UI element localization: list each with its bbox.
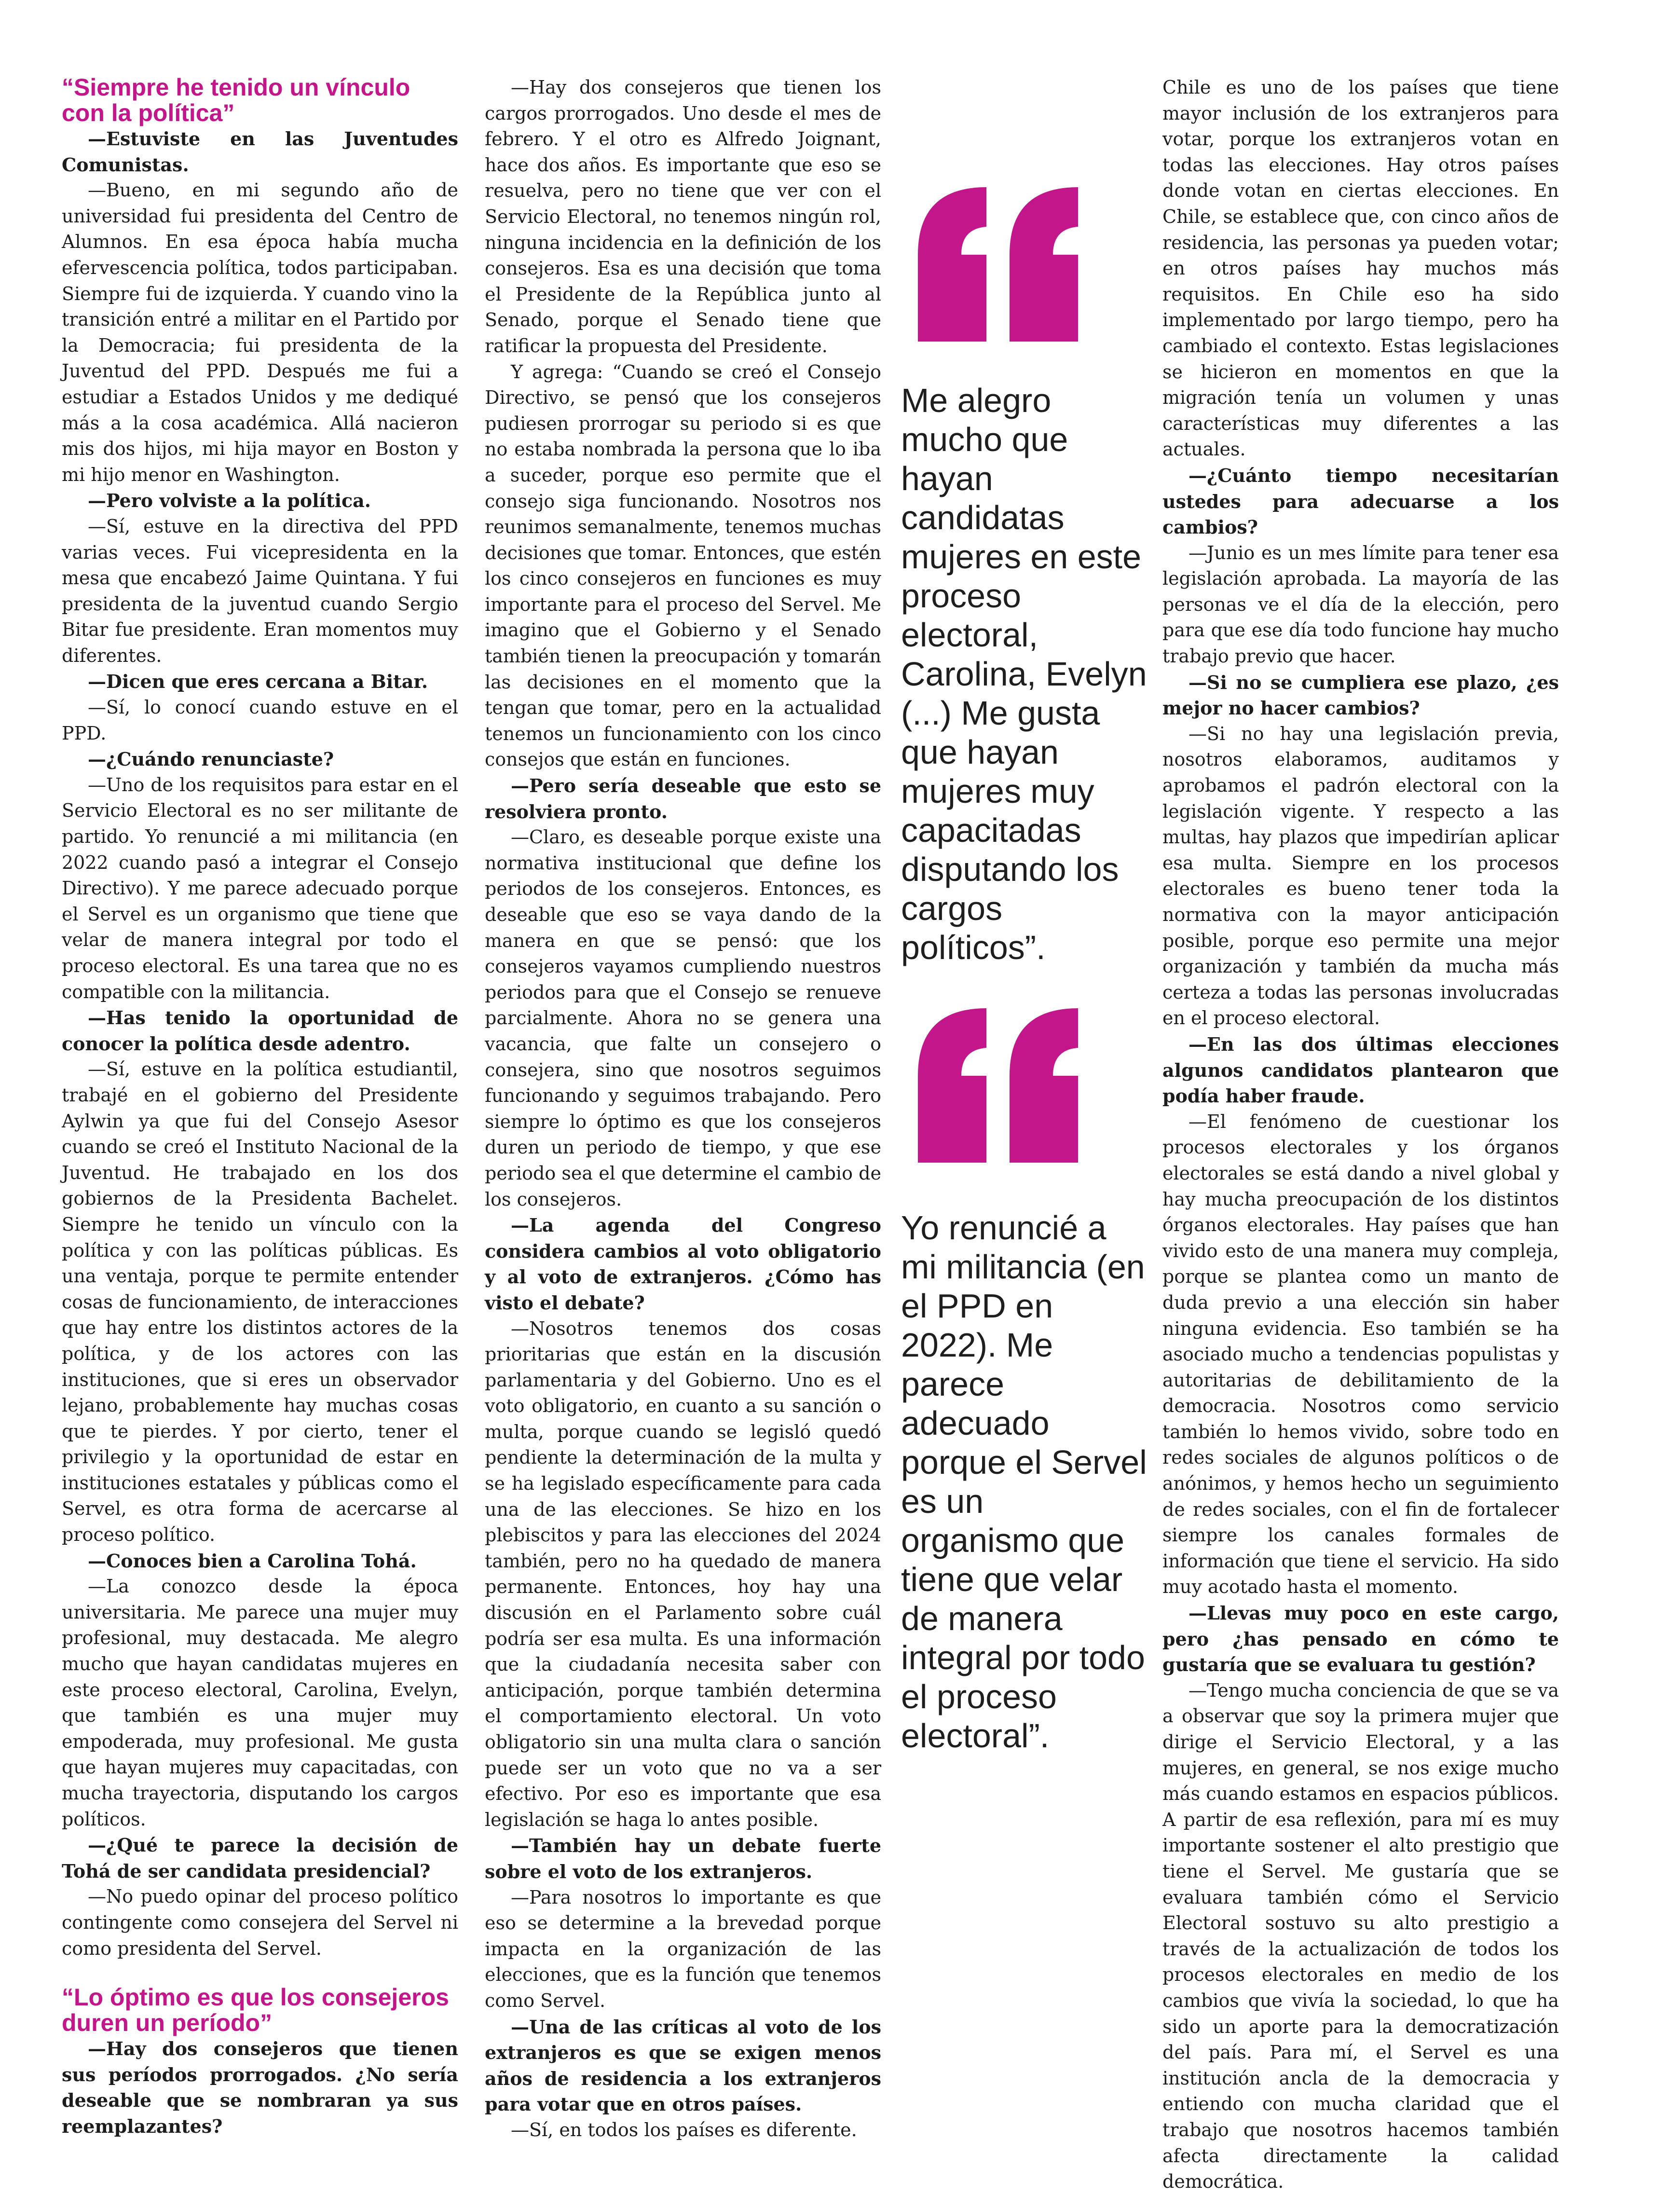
interview-answer: Y agrega: “Cuando se creó el Consejo Directivo, se pensó que los consejeros pudiesen prorrogar su periodo si es que no estaba nombrada la persona que lo iba a suceder, porque eso permite que el consejo siga funcionando. Nosotros nos reunimos semanalmente, tenemos muchas decisiones que tomar. Entonces, que estén los cinco consejeros en funciones es muy importante para el proceso del Servel. Me imagino que el Gobierno y el Senado también tienen la preocupación y tomarán las decisiones en el momento que la tengan que tomar, pero en la actualidad tenemos un funcionamiento con los cinco consejos que están en funciones. [485,361,881,770]
interview-answer: —Uno de los requisitos para estar en el Servicio Electoral es no ser militante de partido. Yo renuncié a mi militancia (en 2022 cuando pasó a integrar el Consejo Directivo). Y me parece adecuado porque el Servel es un organismo que tiene que velar de manera integral por todo el proceso electoral. Es una tarea que no es compatible con la militancia. [62,774,458,1002]
article-column-1 [62,75,458,2140]
interview-question: —¿Cuánto tiempo necesitarían ustedes para adecuarse a los cambios? [1162,464,1559,538]
interview-answer: —La conozco desde la época universitaria. Me parece una mujer muy profesional, muy destacada. Me alegro mucho que hayan candidatas mujeres en este proceso electoral, Carolina, Evelyn, que también es una mujer muy empoderada, muy profesional. Me gusta que hayan mujeres muy capacitadas, con mucha trayectoria, disputando los cargos políticos. [62,1576,458,1830]
interview-answer: —Para nosotros lo importante es que eso se determine a la brevedad porque impacta en la organización de las elecciones, que es la función que tenemos como Servel. [485,1886,881,2011]
pull-quote-1-text: Me alegro mucho que hayan candidatas mujeres en este proceso electoral, Carolina, Evelyn (...) Me gusta que hayan mujeres muy capacitadas disputando los cargos políticos”. [901,382,1147,966]
interview-answer: —Sí, en todos los países es diferente. [511,2119,857,2140]
interview-answer: —Nosotros tenemos dos cosas prioritarias que están en la discusión parlamentaria y del Gobierno. Uno es el voto obligatorio, en cuanto a su sanción o multa, porque cuando se legisló quedó pendiente la determinación de la multa y se ha legislado específicamente para cada una de las elecciones. Se hizo en los plebiscitos y para las elecciones del 2024 también, pero no ha quedado de manera permanente. Entonces, hoy hay una discusión en el Parlamento sobre cuál podría ser esa multa. Es una información que la ciudadanía necesita saber con anticipación, porque también determina el comportamiento electoral. Un voto obligatorio sin una multa clara o sanción puede ser un voto que no va a ser efectivo. Por eso es importante que esa legislación se haga lo antes posible. [485,1317,881,1830]
interview-question: —La agenda del Congreso considera cambios al voto obligatorio y al voto de extranjeros. ¿Cómo has visto el debate? [485,1214,881,1314]
interview-question: —Pero volviste a la política. [88,490,371,512]
pull-quote-2-text: Yo renuncié a mi militancia (en el PPD en 2022). Me parece adecuado porque el Servel es un organismo que tiene que velar de manera integral por todo el proceso electoral”. [901,1209,1147,1755]
interview-question: —Conoces bien a Carolina Tohá. [88,1550,417,1572]
interview-question: —Una de las críticas al voto de los extranjeros es que se exigen menos años de residencia a los extranjeros para votar que en otros países. [485,2016,881,2115]
section-heading: “Lo óptimo es que los consejeros duren un período” [62,1984,449,2037]
interview-answer: —Si no hay una legislación previa, nosotros elaboramos, auditamos y aprobamos el padrón electoral con la legislación vigente. Y respecto a las multas, hay plazos que impedirían aplicar esa multa. Siempre en los procesos electorales es bueno tener toda la normativa con la mayor anticipación posible, porque eso permite una mejor organización y también da mucha más certeza a todas las personas involucradas en el proceso electoral. [1162,723,1559,1029]
interview-question: —Has tenido la oportunidad de conocer la política desde adentro. [62,1007,458,1055]
interview-question: —Llevas muy poco en este cargo, pero ¿has pensado en cómo te gustaría que se evaluara tu gestión? [1162,1602,1559,1676]
interview-answer: —Claro, es deseable porque existe una normativa institucional que define los periodos de los consejeros. Entonces, es deseable que eso se vaya dando de la manera en que se pensó: que los consejeros vayamos cumpliendo nuestros periodos para que el Consejo se renueve parcialmente. Ahora no se genera una vacancia, que falte un consejero o consejera, sino que nosotros seguimos funcionando y seguimos trabajando. Pero siempre lo óptimo es que los consejeros duren un periodo de tiempo, y que ese periodo sea el que determine el cambio de los consejeros. [485,826,881,1210]
interview-question: —¿Cuándo renunciaste? [88,748,334,770]
interview-answer: —Junio es un mes límite para tener esa legislación aprobada. La mayoría de las personas ve el día de la elección, pero para que ese día todo funcione hay mucho trabajo previo que hacer. [1162,542,1559,667]
interview-answer: —El fenómeno de cuestionar los procesos electorales y los órganos electorales se está dando a nivel global y hay mucha preocupación de los distintos órganos electorales. Hay países que han vivido esto de una manera muy compleja, porque se plantea como un manto de duda previo a una elección sin haber ninguna evidencia. Eso también se ha asociado mucho a tendencias populistas y autoritarias de debilitamiento de la democracia. Nosotros como servicio también lo hemos vivido, sobre todo en redes sociales de algunos políticos o de anónimos, y hemos hecho un seguimiento de redes sociales, con el fin de fortalecer siempre los canales formales de información que tiene el servicio. Ha sido muy acotado hasta el momento. [1162,1111,1559,1598]
answer-continuation: Chile es uno de los países que tiene mayor inclusión de los extranjeros para votar, porque los extranjeros votan en todas las elecciones. Hay otros países donde votan en ciertas elecciones. En Chile, se establece que, con cinco años de residencia, las personas ya pueden votar; en otros países hay muchos más requisitos. En Chile eso ha sido implementado por largo tiempo, pero ha cambiado el contexto. Estas legislaciones se hicieron en momentos en que la migración tenía un volumen y unas características muy diferentes a las actuales. [1162,77,1559,460]
interview-answer: —Bueno, en mi segundo año de universidad fui presidenta del Centro de Alumnos. En esa época había mucha efervescencia política, todos participaban. Siempre fui de izquierda. Y cuando vino la transición entré a militar en el Partido por la Democracia; fui presidenta de la Juventud del PPD. Después me fui a estudiar a Estados Unidos y me dediqué más a la cosa académica. Allá nacieron mis dos hijos, mi hija mayor en Boston y mi hijo menor en Washington. [62,179,458,485]
interview-answer: —Tengo mucha conciencia de que se va a observar que soy la primera mujer que dirige el Servicio Electoral, y a las mujeres, en general, se nos exige mucho más cuando estamos en espacios públicos. A partir de esa reflexión, para mí es muy importante sostener el alto prestigio que tiene el Servel. Me gustaría que se evaluara también cómo el Servicio Electoral sostuvo su alto prestigio a través de la actualización de todos los procesos electorales en medio de los cambios que vivía la sociedad, lo que ha sido un aporte para la democratización del país. Para mí, el Servel es una institución ancla de la democracia y entiendo con mucha claridad que el trabajo que nosotros hacemos también afecta directamente la calidad democrática. [1162,1679,1559,2193]
interview-question: —Pero sería deseable que esto se resolviera pronto. [485,775,881,823]
interview-question: —¿Qué te parece la decisión de Tohá de ser candidata presidencial? [62,1834,458,1882]
interview-question: —Dicen que eres cercana a Bitar. [88,671,428,693]
article-column-4 [1162,75,1559,2195]
interview-answer: —Sí, lo conocí cuando estuve en el PPD. [62,697,458,744]
article-column-2 [485,75,881,2143]
opening-quote-icon [914,1008,1083,1167]
pull-quote-1 [901,381,1148,967]
pull-quote-2 [901,1208,1148,1756]
interview-answer: —Sí, estuve en la política estudiantil, trabajé en el gobierno del Presidente Aylwin ya que fui del Consejo Asesor cuando se creó el Instituto Nacional de la Juventud. He trabajado en los dos gobiernos de la Presidenta Bachelet. Siempre he tenido un vínculo con la política y con las políticas públicas. Es una ventaja, porque te permite entender cosas de funcionamiento, de interacciones que hay entre los distintos actores de la política, y de los actores con las instituciones, que si eres un observador lejano, probablemente hay muchas cosas que te pierdes. Y por cierto, tener el privilegio y la oportunidad de estar en instituciones estatales y públicas como el Servel, es otra forma de acercarse al proceso político. [62,1058,458,1546]
interview-question: —Si no se cumpliera ese plazo, ¿es mejor no hacer cambios? [1162,671,1559,719]
interview-question: —Hay dos consejeros que tienen sus períodos prorrogados. ¿No sería deseable que se nombraran ya sus reemplazantes? [62,2038,458,2137]
interview-question: —En las dos últimas elecciones algunos candidatos plantearon que podía haber fraude. [1162,1033,1559,1107]
opening-quote-icon [914,187,1083,346]
section-heading: “Siempre he tenido un vínculo con la política” [62,74,410,126]
interview-answer: —No puedo opinar del proceso político contingente como consejera del Servel ni como presidenta del Servel. [62,1886,458,1959]
interview-question: —Estuviste en las Juventudes Comunistas. [62,128,458,176]
interview-answer: —Sí, estuve en la directiva del PPD varias veces. Fui vicepresidenta en la mesa que encabezó Jaime Quintana. Y fui presidenta de la juventud cuando Sergio Bitar fue presidente. Eran momentos muy diferentes. [62,515,458,666]
interview-question: —También hay un debate fuerte sobre el voto de los extranjeros. [485,1835,881,1882]
interview-answer: —Hay dos consejeros que tienen los cargos prorrogados. Uno desde el mes de febrero. Y el otro es Alfredo Joignant, hace dos años. Es importante que eso se resuelva, pero no tiene que ver con el Servicio Electoral, no tenemos ningún rol, ninguna incidencia en la definición de los consejeros. Esa es una decisión que toma el Presidente de la República junto al Senado, porque el Senado tiene que ratificar la propuesta del Presidente. [485,77,881,357]
